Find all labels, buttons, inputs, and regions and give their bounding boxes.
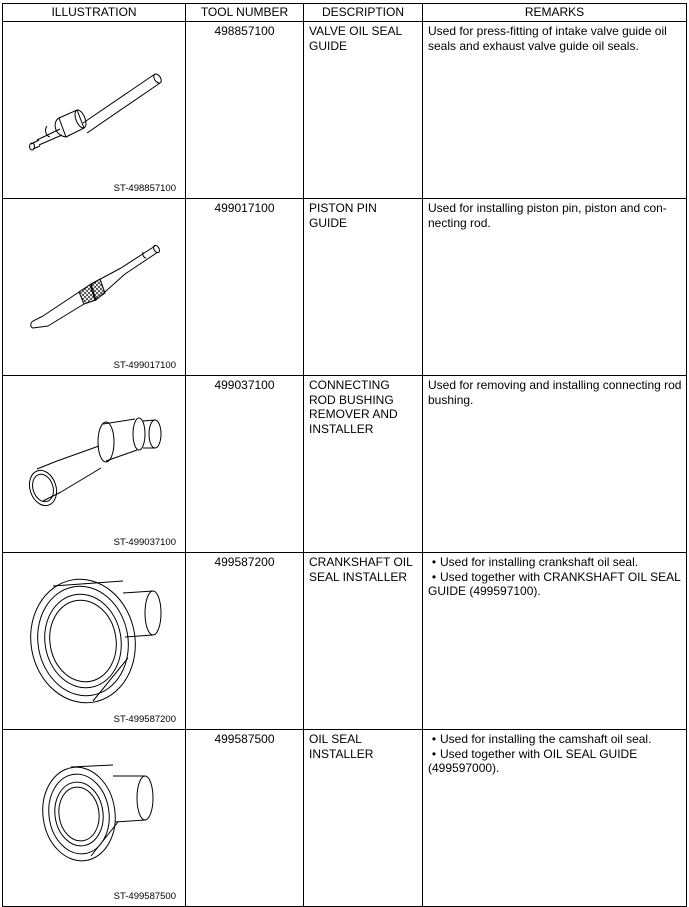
table-row (3, 376, 687, 553)
illustration-cell (3, 199, 186, 376)
remark-text: Used for installing piston pin, piston and con-necting rod. (428, 201, 667, 230)
remark-text: Used for press-fitting of intake valve guide oil seals and exhaust valve guide oil seals. (428, 24, 667, 53)
remarks (423, 730, 687, 907)
tool-number: 499037100 (186, 376, 304, 553)
piston-pin-guide-icon (3, 199, 186, 373)
header-row (3, 4, 687, 22)
remarks (423, 553, 687, 730)
tool-number: 498857100 (186, 22, 304, 199)
illustration-cell (3, 22, 186, 199)
remarks (423, 199, 687, 376)
bushing-remover-icon (3, 376, 186, 550)
remarks (423, 376, 687, 553)
illustration-cell (3, 376, 186, 553)
remark-bullet: • Used for installing crankshaft oil seal. (428, 555, 682, 570)
table-row (3, 730, 687, 907)
oil-seal-installer-icon (3, 730, 186, 904)
tool-number: 499587200 (186, 553, 304, 730)
description: VALVE OIL SEAL GUIDE (304, 22, 423, 199)
remark-bullet: • Used together with CRANKSHAFT OIL SEAL GUIDE (499597100). (428, 570, 682, 599)
description: CONNECTING ROD BUSHING REMOVER AND INSTALLER (304, 376, 423, 553)
remark-bullet: • Used together with OIL SEAL GUIDE (499597000). (428, 747, 682, 776)
header-description: DESCRIPTION (304, 4, 423, 22)
special-tools-table (2, 3, 687, 907)
remarks (423, 22, 687, 199)
illustration-cell (3, 730, 186, 907)
remark-bullet: • Used for installing the camshaft oil seal. (428, 732, 682, 747)
description: PISTON PIN GUIDE (304, 199, 423, 376)
illustration-cell (3, 553, 186, 730)
tool-number: 499017100 (186, 199, 304, 376)
crankshaft-seal-installer-icon (3, 553, 186, 727)
header-tool-number: TOOL NUMBER (186, 4, 304, 22)
st-code: ST-499037100 (113, 536, 176, 548)
table-row (3, 199, 687, 376)
description: OIL SEAL INSTALLER (304, 730, 423, 907)
st-code: ST-499587500 (113, 890, 176, 902)
tool-number: 499587500 (186, 730, 304, 907)
table-row (3, 553, 687, 730)
valve-oil-seal-guide-icon (3, 22, 186, 196)
st-code: ST-498857100 (113, 182, 176, 194)
remark-text: Used for removing and installing connecting rod bushing. (428, 378, 682, 407)
table-row (3, 22, 687, 199)
description: CRANKSHAFT OIL SEAL INSTALLER (304, 553, 423, 730)
st-code: ST-499017100 (113, 359, 176, 371)
header-remarks: REMARKS (423, 4, 687, 22)
st-code: ST-499587200 (113, 713, 176, 725)
header-illustration: ILLUSTRATION (3, 4, 186, 22)
